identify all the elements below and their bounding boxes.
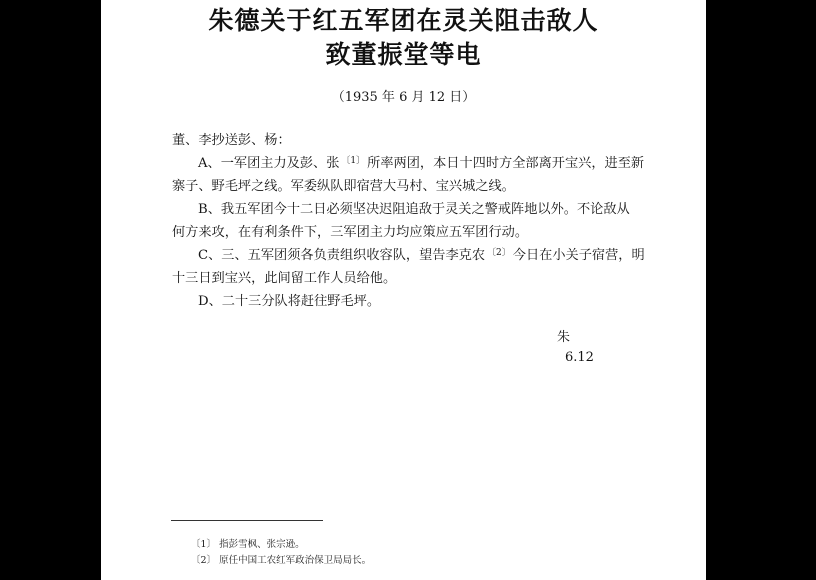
footnote-2-mark: 〔2〕 <box>191 555 217 566</box>
salutation: 董、李抄送彭、杨： <box>172 133 291 148</box>
paragraph-c-text-1: C、三、五军团须各负责组织收容队，望告李克农 <box>198 248 486 263</box>
paragraph-b-line-1: B、我五军团今十二日必须坚决迟阻追敌于灵关之警戒阵地以外。不论敌从 <box>198 202 630 217</box>
footnote-divider <box>171 520 323 521</box>
paragraph-a-text-1: A、一军团主力及彭、张 <box>198 156 340 171</box>
paragraph-c-text-2: 今日在小关子宿营，明 <box>512 248 645 263</box>
paragraph-a-line-1 <box>198 152 644 171</box>
document-date: （1935 年 6 月 12 日） <box>331 90 476 105</box>
paragraph-a-text-2: 所率两团，本日十四时方全部离开宝兴，进至新 <box>367 156 645 171</box>
paragraph-c-line-2: 十三日到宝兴，此间留工作人员给他。 <box>172 271 397 286</box>
signature: 朱 <box>557 330 571 345</box>
footnote-ref-1: 〔1〕 <box>341 156 366 166</box>
paragraph-d: D、二十三分队将赶往野毛坪。 <box>198 294 381 309</box>
paragraph-a-line-2: 寨子、野毛坪之线。军委纵队即宿营大马村、宝兴城之线。 <box>172 179 515 194</box>
footnote-1-text: 指彭雪枫、张宗逊。 <box>219 539 305 550</box>
paragraph-c-line-1 <box>198 244 645 263</box>
footnote-1 <box>191 536 305 550</box>
footnote-ref-2: 〔2〕 <box>487 248 511 258</box>
title-line-1: 朱德关于红五军团在灵关阻击敌人 <box>208 6 599 35</box>
signature-date: 6.12 <box>565 350 594 365</box>
document-page <box>101 0 706 580</box>
paragraph-b-line-2: 何方来攻，在有利条件下，三军团主力均应策应五军团行动。 <box>172 225 529 240</box>
title-line-2: 致董振堂等电 <box>325 40 482 69</box>
footnote-2-text: 原任中国工农红军政治保卫局局长。 <box>219 555 372 566</box>
footnote-1-mark: 〔1〕 <box>191 539 217 550</box>
footnote-2 <box>191 552 371 566</box>
